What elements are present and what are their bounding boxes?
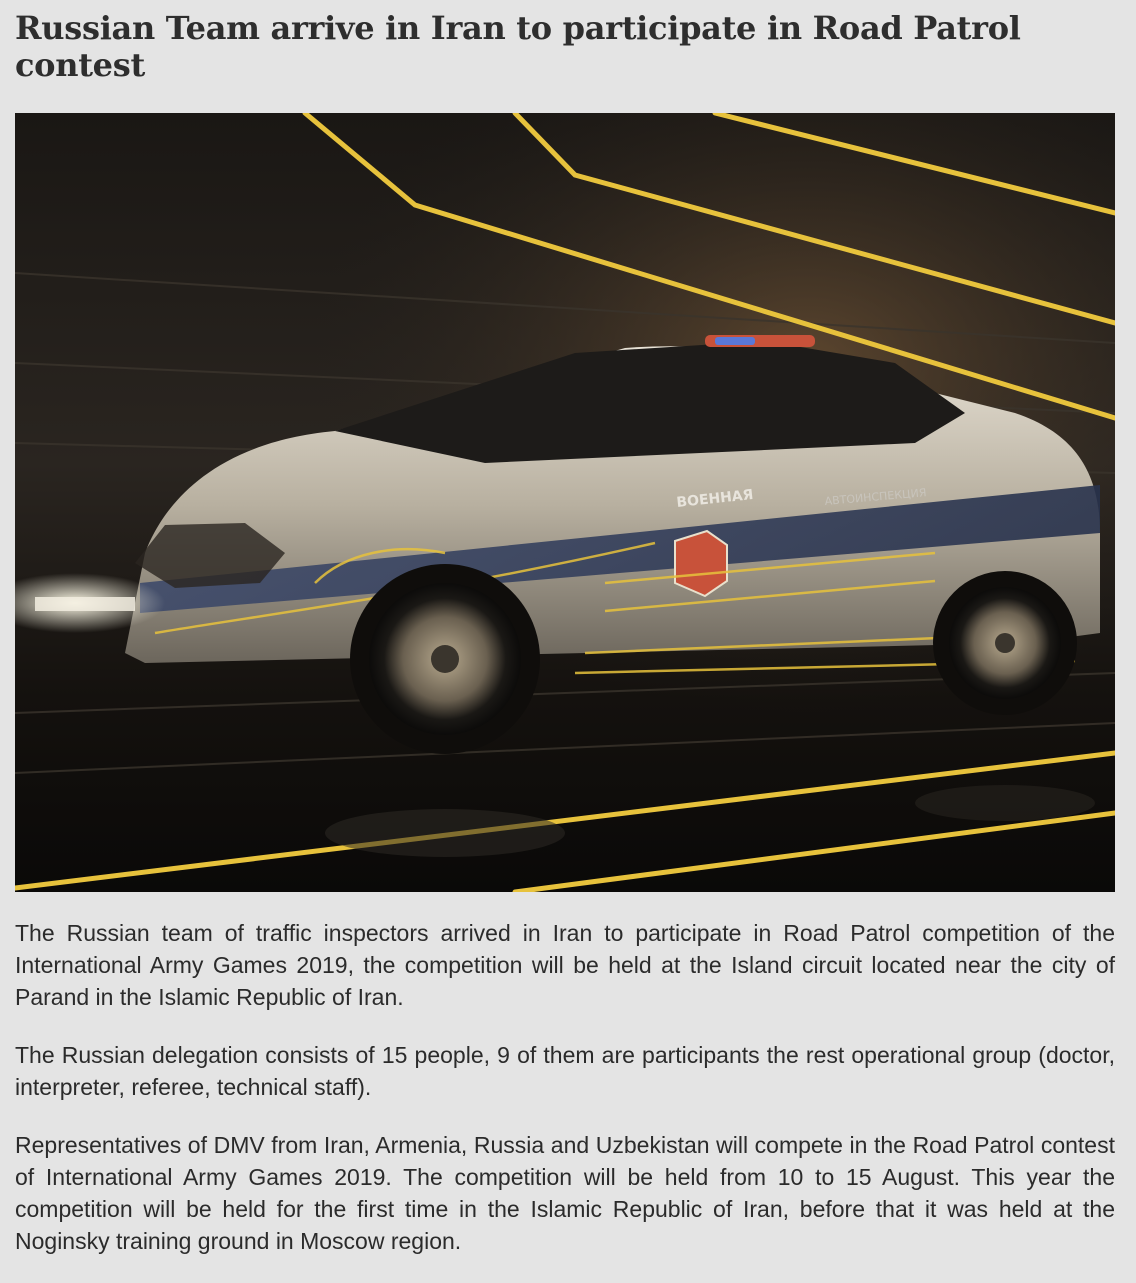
paragraph-3: Representatives of DMV from Iran, Armenia, Russia and Uzbekistan will compete in the Road Patrol contest of International Army Games 2019. The competition will be held from 10 to 15 August. This year the competition will be held for the first time in the Islamic Republic of Iran, before that it was held at the Noginsky training ground in Moscow region. <box>15 1132 1115 1254</box>
article-body <box>15 917 1115 1283</box>
article-hero-image <box>15 113 1115 892</box>
svg-text:АВТОИНСПЕКЦИЯ: АВТОИНСПЕКЦИЯ <box>824 486 927 508</box>
svg-text:ВОЕННАЯ: ВОЕННАЯ <box>675 486 755 511</box>
paragraph-2: The Russian delegation consists of 15 people, 9 of them are participants the rest operational group (doctor, interpreter, referee, technical staff). <box>15 1042 1115 1100</box>
article-headline: Russian Team arrive in Iran to participate in Road Patrol contest <box>15 9 1021 84</box>
paragraph-1: The Russian team of traffic inspectors arrived in Iran to participate in Road Patrol competition of the International Army Games 2019, the competition will be held at the Island circuit located near the city of Parand in the Islamic Republic of Iran. <box>15 920 1115 1010</box>
article <box>15 0 1115 84</box>
